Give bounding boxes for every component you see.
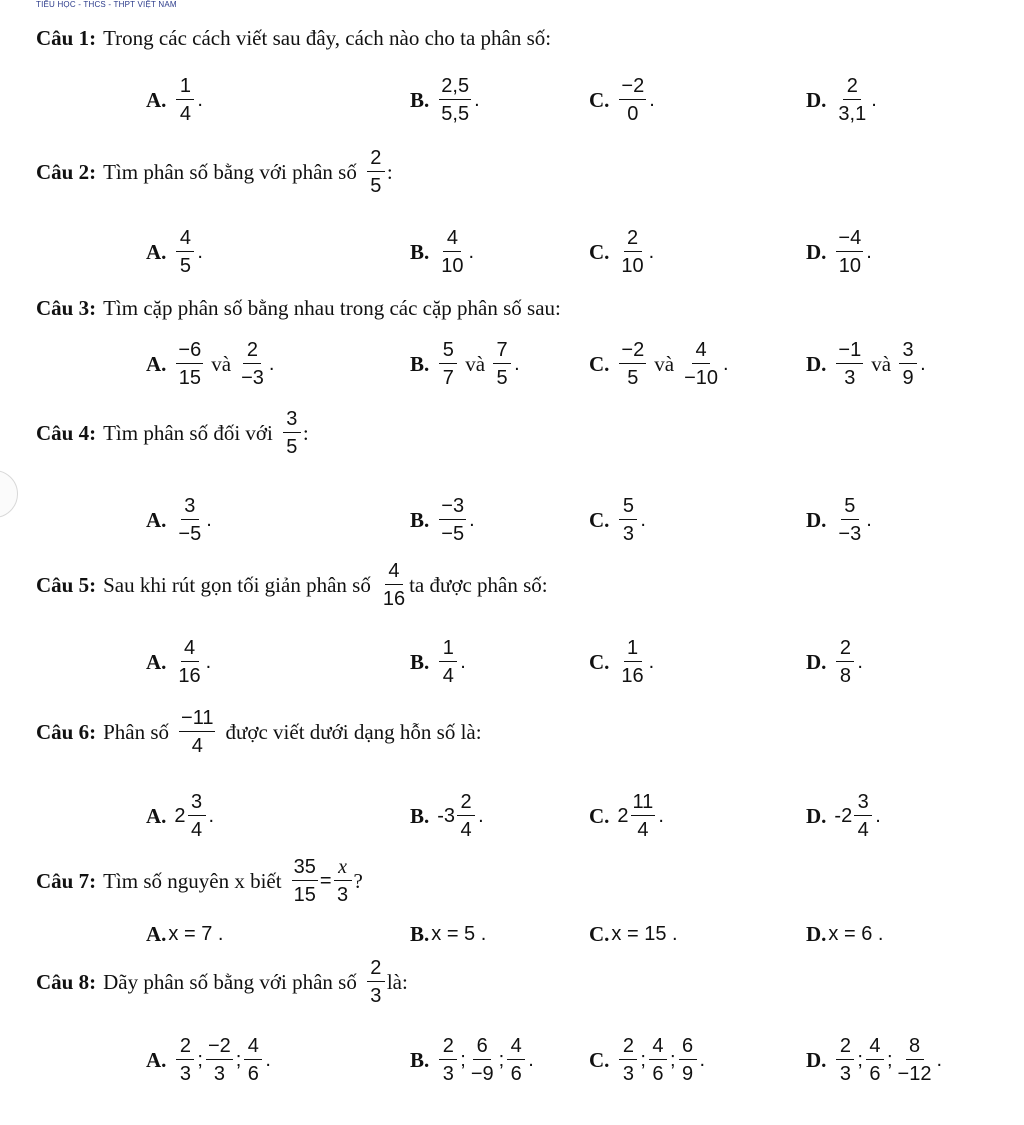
numerator: 1	[439, 638, 457, 662]
denominator: 8	[839, 665, 851, 687]
q6-option-b[interactable]	[410, 792, 485, 840]
numerator: 4	[443, 228, 461, 252]
q4-text: Tìm phân số đối với	[103, 420, 273, 445]
q1-label: Câu 1:	[36, 26, 97, 50]
numerator: 4	[866, 1036, 884, 1060]
numerator: 2	[439, 1036, 457, 1060]
fraction	[367, 148, 385, 196]
mixed-whole-part: 2	[174, 804, 186, 827]
punctuation: .	[197, 88, 203, 111]
option-label: A.	[146, 649, 167, 674]
q8-option-a[interactable]	[146, 1036, 272, 1084]
page-header: TIỂU HỌC - THCS - THPT VIỆT NAM	[36, 0, 177, 9]
question-7	[36, 857, 363, 905]
q5-option-d[interactable]	[806, 638, 864, 686]
denominator: 5	[286, 436, 298, 458]
numerator: 4	[649, 1036, 667, 1060]
q7-option-b[interactable]	[410, 922, 486, 947]
punctuation: .	[920, 352, 926, 375]
punctuation: .	[871, 88, 877, 111]
punctuation: ;	[886, 1048, 893, 1071]
punctuation: ;	[460, 1048, 466, 1071]
text: ta được phân số:	[409, 572, 548, 597]
fraction	[176, 228, 194, 276]
fraction	[836, 340, 863, 388]
text: và	[654, 351, 675, 376]
fraction	[334, 857, 352, 905]
numerator: 1	[176, 76, 194, 100]
numerator: 2	[176, 1036, 194, 1060]
denominator: 3	[844, 367, 856, 389]
q5-text: Sau khi rút gọn tối giản phân số	[103, 572, 371, 597]
text: x = 15 .	[611, 923, 678, 945]
punctuation: .	[649, 88, 655, 111]
punctuation: .	[468, 240, 475, 263]
denominator: 16	[621, 665, 644, 687]
question-6	[36, 708, 482, 756]
text: x = 7 .	[168, 923, 224, 945]
fraction	[439, 340, 457, 388]
numerator: −6	[176, 340, 203, 364]
denominator: −12	[897, 1063, 932, 1085]
q4-option-b[interactable]	[410, 496, 476, 544]
q2-option-b[interactable]	[410, 228, 475, 276]
q6-option-d[interactable]	[806, 792, 882, 840]
fraction	[292, 857, 318, 905]
numerator: 3	[283, 409, 301, 433]
punctuation: .	[658, 804, 664, 827]
denominator: 4	[442, 665, 454, 687]
option-label: D.	[806, 922, 827, 946]
numerator: x	[334, 857, 352, 881]
punctuation: ;	[498, 1048, 505, 1071]
text: ?	[353, 868, 363, 893]
q3-option-d[interactable]	[806, 340, 927, 388]
denominator: 9	[902, 367, 914, 389]
q3-option-c[interactable]	[589, 340, 730, 388]
denominator: 3	[179, 1063, 191, 1085]
option-label: A.	[146, 803, 167, 828]
denominator: 3	[442, 1063, 454, 1085]
fraction	[631, 792, 656, 840]
numerator: 3	[181, 496, 199, 520]
fraction	[836, 496, 863, 544]
q2-option-c[interactable]	[589, 228, 655, 276]
fraction	[507, 1036, 525, 1084]
numerator: 1	[624, 638, 642, 662]
punctuation: .	[478, 804, 484, 827]
option-label: C.	[589, 239, 610, 264]
denominator: 15	[293, 884, 316, 906]
option-label: A.	[146, 351, 167, 376]
option-label: A.	[146, 922, 167, 946]
numerator: 11	[631, 792, 656, 816]
punctuation: .	[648, 240, 655, 263]
fraction	[367, 958, 385, 1006]
numerator: 2	[457, 792, 475, 816]
q8-label: Câu 8:	[36, 969, 97, 994]
numerator: −2	[619, 340, 646, 364]
option-label: B.	[410, 87, 430, 112]
fraction	[381, 561, 407, 609]
numerator: 7	[493, 340, 511, 364]
q5-label: Câu 5:	[36, 572, 97, 597]
denominator: 6	[652, 1063, 664, 1085]
text: là:	[386, 969, 408, 994]
denominator: 3	[622, 523, 634, 545]
denominator: −10	[684, 367, 718, 389]
numerator: 2	[243, 340, 261, 364]
numerator: 2	[367, 148, 385, 172]
punctuation: .	[648, 650, 655, 673]
text: và	[211, 351, 232, 376]
text: và	[465, 351, 486, 376]
q6-label: Câu 6:	[36, 719, 97, 744]
q7-text: Tìm số nguyên x biết	[103, 868, 282, 893]
numerator: 8	[906, 1036, 924, 1060]
numerator: 4	[692, 340, 710, 364]
q7-label: Câu 7:	[36, 868, 97, 893]
q7-option-a[interactable]	[146, 922, 223, 947]
denominator: 3	[213, 1063, 225, 1085]
numerator: −4	[836, 228, 863, 252]
q1-option-d[interactable]	[806, 76, 878, 124]
punctuation: .	[866, 508, 872, 531]
numerator: 6	[473, 1036, 491, 1060]
punctuation: ;	[235, 1048, 242, 1071]
fraction	[836, 76, 868, 124]
fraction	[619, 228, 645, 276]
denominator: 16	[178, 665, 201, 687]
denominator: −9	[470, 1063, 494, 1085]
fraction	[244, 1036, 262, 1084]
numerator: 4	[176, 228, 194, 252]
denominator: 6	[247, 1063, 259, 1085]
text: x = 5 .	[431, 923, 487, 945]
q1-text: Trong các cách viết sau đây, cách nào cho ta phân số:	[103, 26, 552, 50]
numerator: 2	[367, 958, 385, 982]
q3-option-a[interactable]	[146, 340, 275, 388]
text: :	[302, 420, 309, 445]
numerator: −11	[179, 708, 215, 732]
option-label: C.	[589, 351, 610, 376]
text: được viết dưới dạng hỗn số là:	[225, 719, 482, 744]
punctuation: .	[197, 240, 203, 263]
text: :	[386, 159, 393, 184]
q8-option-d[interactable]	[806, 1036, 943, 1084]
fraction	[176, 496, 203, 544]
text: x = 6 .	[828, 923, 884, 945]
fraction	[457, 792, 475, 840]
numerator: 5	[439, 340, 457, 364]
question-5	[36, 561, 548, 609]
denominator: 4	[179, 103, 191, 125]
fraction	[493, 340, 511, 388]
q7-option-c[interactable]	[589, 922, 678, 947]
option-label: A.	[146, 87, 167, 112]
punctuation: .	[474, 88, 480, 111]
q5-option-a[interactable]	[146, 638, 212, 686]
option-label: B.	[410, 1047, 430, 1072]
question-3	[36, 296, 561, 321]
option-label: A.	[146, 1047, 167, 1072]
denominator: 16	[382, 588, 406, 610]
numerator: 3	[854, 792, 872, 816]
q8-text: Dãy phân số bằng với phân số	[103, 969, 357, 994]
option-label: A.	[146, 507, 167, 532]
fraction	[176, 638, 202, 686]
punctuation: .	[460, 650, 466, 673]
fraction	[896, 1036, 934, 1084]
option-label: D.	[806, 1047, 827, 1072]
punctuation: .	[640, 508, 646, 531]
q4-option-d[interactable]	[806, 496, 873, 544]
numerator: −1	[836, 340, 863, 364]
q4-option-c[interactable]	[589, 496, 647, 544]
q5-option-c[interactable]	[589, 638, 655, 686]
mixed-whole-part: -3	[437, 804, 456, 827]
q2-option-a[interactable]	[146, 228, 204, 276]
punctuation: .	[875, 804, 881, 827]
option-label: C.	[589, 87, 610, 112]
punctuation: .	[514, 352, 520, 375]
question-4	[36, 409, 309, 457]
fraction	[439, 1036, 457, 1084]
scroll-circle-decoration	[0, 470, 18, 518]
option-label: C.	[589, 649, 610, 674]
denominator: 3	[336, 884, 349, 906]
text: và	[871, 351, 892, 376]
numerator: 2	[619, 1036, 637, 1060]
denominator: −5	[178, 523, 202, 545]
punctuation: ;	[197, 1048, 203, 1071]
q3-label: Câu 3:	[36, 296, 97, 320]
q6-option-a[interactable]	[146, 792, 215, 840]
numerator: 2	[836, 1036, 854, 1060]
denominator: 9	[681, 1063, 694, 1085]
denominator: −5	[441, 523, 465, 545]
denominator: 3,1	[838, 103, 867, 125]
numerator: 3	[899, 340, 917, 364]
numerator: 2,5	[439, 76, 471, 100]
numerator: 4	[181, 638, 199, 662]
numerator: 4	[244, 1036, 262, 1060]
fraction	[439, 228, 465, 276]
q8-option-b[interactable]	[410, 1036, 535, 1084]
denominator: 4	[460, 819, 472, 841]
denominator: 5,5	[441, 103, 470, 125]
numerator: 6	[679, 1036, 697, 1060]
q3-option-b[interactable]	[410, 340, 521, 388]
fraction	[649, 1036, 667, 1084]
numerator: 2	[843, 76, 861, 100]
fraction	[836, 228, 863, 276]
option-label: C.	[589, 1047, 610, 1072]
punctuation: .	[268, 352, 275, 375]
denominator: 7	[442, 367, 454, 389]
option-label: D.	[806, 507, 827, 532]
q2-option-d[interactable]	[806, 228, 873, 276]
option-label: B.	[410, 649, 430, 674]
numerator: 3	[188, 792, 206, 816]
denominator: −3	[838, 523, 862, 545]
option-label: C.	[589, 803, 610, 828]
punctuation: .	[528, 1048, 534, 1071]
punctuation: .	[699, 1048, 706, 1071]
fraction	[176, 1036, 194, 1084]
option-label: D.	[806, 803, 827, 828]
denominator: 0	[627, 103, 639, 125]
fraction	[854, 792, 872, 840]
fraction	[836, 1036, 854, 1084]
q1-option-a[interactable]	[146, 76, 204, 124]
denominator: 4	[190, 819, 203, 841]
option-label: B.	[410, 803, 430, 828]
fraction	[679, 1036, 697, 1084]
denominator: 10	[838, 255, 861, 277]
question-1	[36, 26, 551, 51]
denominator: 3	[370, 985, 382, 1007]
punctuation: .	[723, 352, 729, 375]
punctuation: ;	[857, 1048, 863, 1071]
q1-option-c[interactable]	[589, 76, 656, 124]
punctuation: .	[265, 1048, 271, 1071]
option-label: B.	[410, 239, 430, 264]
fraction	[619, 76, 646, 124]
option-label: D.	[806, 239, 827, 264]
punctuation: .	[936, 1048, 943, 1071]
punctuation: .	[206, 508, 212, 531]
option-label: D.	[806, 351, 827, 376]
text: =	[319, 869, 332, 892]
punctuation: .	[857, 650, 863, 673]
q2-label: Câu 2:	[36, 159, 97, 184]
fraction	[619, 496, 637, 544]
option-label: A.	[146, 239, 167, 264]
option-label: B.	[410, 351, 430, 376]
denominator: 5	[627, 367, 639, 389]
option-label: D.	[806, 649, 827, 674]
fraction	[619, 340, 646, 388]
punctuation: .	[469, 508, 475, 531]
punctuation: .	[205, 650, 212, 673]
fraction	[439, 638, 457, 686]
denominator: 4	[191, 735, 203, 757]
numerator: 4	[385, 561, 403, 585]
numerator: −2	[206, 1036, 233, 1060]
denominator: 3	[839, 1063, 851, 1085]
q5-option-b[interactable]	[410, 638, 467, 686]
punctuation: ;	[640, 1048, 646, 1071]
punctuation: ;	[669, 1048, 676, 1071]
fraction	[682, 340, 720, 388]
fraction	[439, 76, 471, 124]
denominator: 4	[637, 819, 649, 841]
q4-label: Câu 4:	[36, 420, 97, 445]
punctuation: .	[866, 240, 872, 263]
question-8	[36, 958, 408, 1006]
fraction	[469, 1036, 496, 1084]
q1-option-b[interactable]	[410, 76, 481, 124]
denominator: 3	[622, 1063, 634, 1085]
denominator: 5	[370, 175, 382, 197]
option-label: B.	[410, 922, 430, 946]
denominator: 5	[496, 367, 508, 389]
denominator: 6	[869, 1063, 881, 1085]
fraction	[206, 1036, 233, 1084]
q8-option-c[interactable]	[589, 1036, 706, 1084]
fraction	[439, 496, 466, 544]
fraction	[619, 1036, 637, 1084]
numerator: −2	[619, 76, 646, 100]
denominator: 4	[857, 819, 869, 841]
fraction	[866, 1036, 884, 1084]
fraction	[239, 340, 266, 388]
option-label: B.	[410, 507, 430, 532]
numerator: 5	[841, 496, 859, 520]
numerator: 4	[507, 1036, 525, 1060]
option-label: D.	[806, 87, 827, 112]
fraction	[176, 76, 194, 124]
punctuation: .	[208, 804, 215, 827]
numerator: 2	[624, 228, 642, 252]
q6-text: Phân số	[103, 719, 170, 744]
mixed-whole-part: 2	[617, 804, 629, 827]
denominator: 6	[510, 1063, 522, 1085]
q2-text: Tìm phân số bằng với phân số	[103, 159, 357, 184]
denominator: −3	[241, 367, 264, 389]
denominator: 10	[441, 255, 464, 277]
fraction	[188, 792, 206, 840]
numerator: −3	[439, 496, 466, 520]
q4-option-a[interactable]	[146, 496, 213, 544]
option-label: C.	[589, 507, 610, 532]
denominator: 5	[179, 255, 191, 277]
mixed-whole-part: -2	[834, 804, 853, 827]
denominator: 15	[178, 367, 201, 389]
option-label: C.	[589, 922, 610, 946]
numerator: 5	[619, 496, 637, 520]
fraction	[619, 638, 645, 686]
numerator: 35	[292, 857, 318, 881]
q6-option-c[interactable]	[589, 792, 665, 840]
q7-option-d[interactable]	[806, 922, 883, 947]
fraction	[179, 708, 215, 756]
fraction	[283, 409, 301, 457]
q3-text: Tìm cặp phân số bằng nhau trong các cặp phân số sau:	[103, 296, 561, 320]
fraction	[899, 340, 917, 388]
numerator: 2	[836, 638, 854, 662]
fraction	[176, 340, 203, 388]
denominator: 10	[621, 255, 644, 277]
question-2	[36, 148, 393, 196]
fraction	[836, 638, 854, 686]
